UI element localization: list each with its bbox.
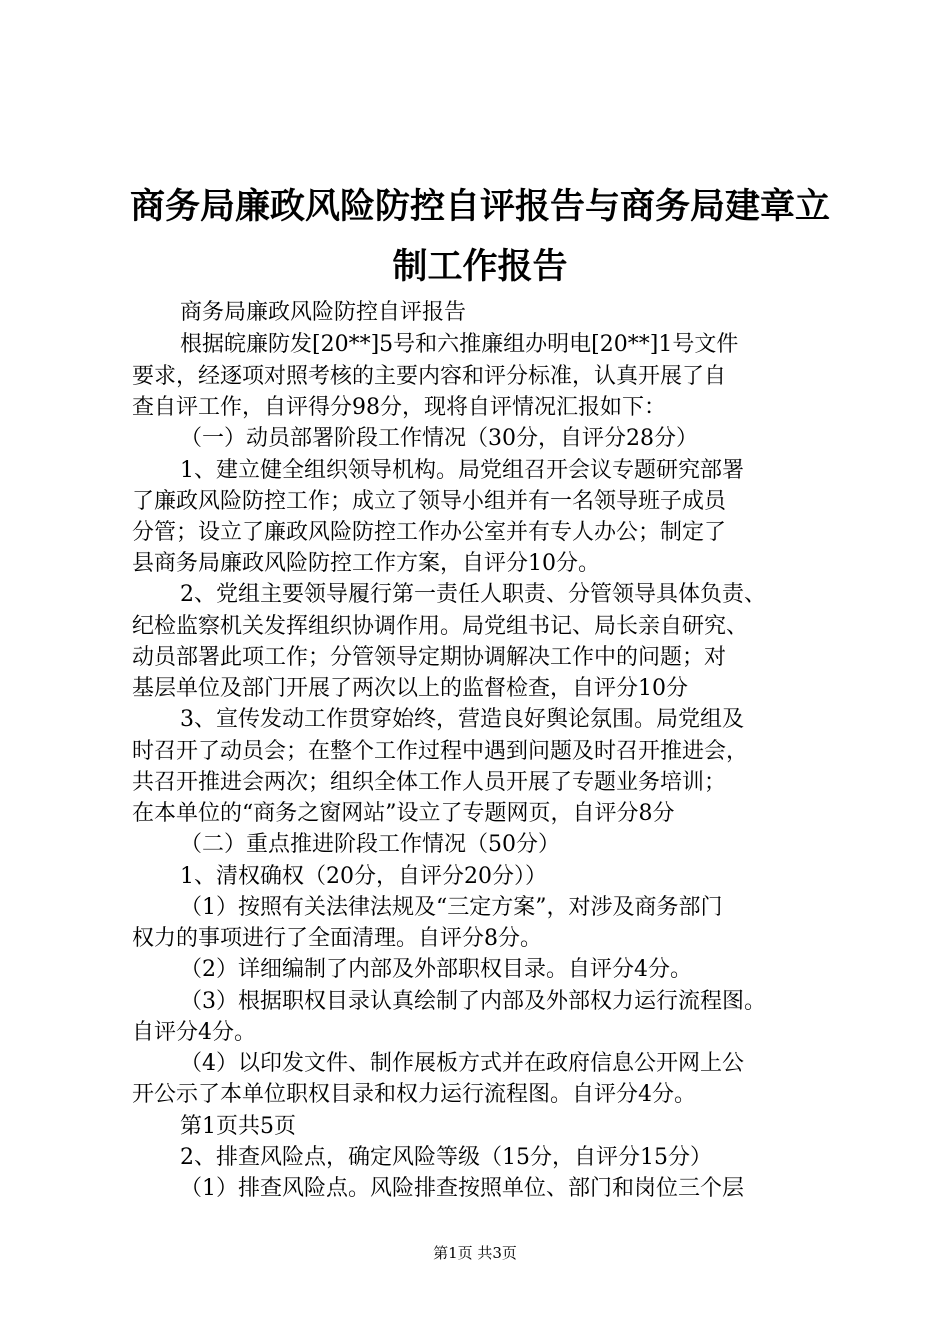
paragraph-line: 时召开了动员会；在整个工作过程中遇到问题及时召开推进会， <box>132 739 749 764</box>
paragraph-line: 3、宣传发动工作贯穿始终，营造良好舆论氛围。局党组及 <box>180 707 744 732</box>
paragraph-line: 1、清权确权（20分，自评分20分）） <box>180 864 547 889</box>
paragraph-line: 要求，经逐项对照考核的主要内容和评分标准，认真开展了自 <box>132 364 727 389</box>
paragraph-line: 权力的事项进行了全面清理。自评分8分。 <box>132 926 542 951</box>
paragraph-line: （3）根据职权目录认真绘制了内部及外部权力运行流程图。 <box>180 989 766 1014</box>
paragraph-line: 在本单位的“商务之窗网站”设立了专题网页，自评分8分 <box>132 801 675 826</box>
paragraph-line: 1、建立健全组织领导机构。局党组召开会议专题研究部署 <box>180 458 744 483</box>
paragraph-line: 开公示了本单位职权目录和权力运行流程图。自评分4分。 <box>132 1082 696 1107</box>
paragraph-line: 基层单位及部门开展了两次以上的监督检查，自评分10分 <box>132 676 688 701</box>
paragraph-line: （1）按照有关法律法规及“三定方案”，对涉及商务部门 <box>180 895 723 920</box>
section-heading: （一）动员部署阶段工作情况（30分，自评分28分） <box>180 426 698 451</box>
paragraph-line: 县商务局廉政风险防控工作方案，自评分10分。 <box>132 551 600 576</box>
page-footer: 第1页 共3页 <box>433 1244 517 1262</box>
paragraph-line: 共召开推进会两次；组织全体工作人员开展了专题业务培训； <box>132 770 727 795</box>
paragraph-line: （1）排查风险点。风险排查按照单位、部门和岗位三个层 <box>180 1176 744 1201</box>
paragraph-line: 分管；设立了廉政风险防控工作办公室并有专人办公；制定了 <box>132 520 727 545</box>
paragraph-line: 自评分4分。 <box>132 1020 256 1045</box>
paragraph-line: 纪检监察机关发挥组织协调作用。局党组书记、局长亲自研究、 <box>132 614 749 639</box>
document-title-line-2: 制工作报告 <box>392 246 568 287</box>
paragraph-line: 查自评工作，自评得分98分，现将自评情况汇报如下： <box>132 395 666 420</box>
paragraph-line: 2、排查风险点，确定风险等级（15分，自评分15分） <box>180 1145 712 1170</box>
paragraph-line: （2）详细编制了内部及外部职权目录。自评分4分。 <box>180 957 692 982</box>
paragraph-line: （4）以印发文件、制作展板方式并在政府信息公开网上公 <box>180 1051 744 1076</box>
paragraph-line: 2、党组主要领导履行第一责任人职责、分管领导具体负责、 <box>180 582 766 607</box>
document-title-line-1: 商务局廉政风险防控自评报告与商务局建章立 <box>129 186 830 227</box>
section-heading: （二）重点推进阶段工作情况（50分） <box>180 832 560 857</box>
paragraph-line: 动员部署此项工作；分管领导定期协调解决工作中的问题；对 <box>132 645 727 670</box>
paragraph-line: 了廉政风险防控工作；成立了领导小组并有一名领导班子成员 <box>132 489 727 514</box>
paragraph-line: 根据皖廉防发[20**]5号和六推廉组办明电[20**]1号文件 <box>180 332 739 357</box>
inline-page-marker: 第1页共5页 <box>180 1114 296 1139</box>
paragraph-line: 商务局廉政风险防控自评报告 <box>180 300 467 325</box>
